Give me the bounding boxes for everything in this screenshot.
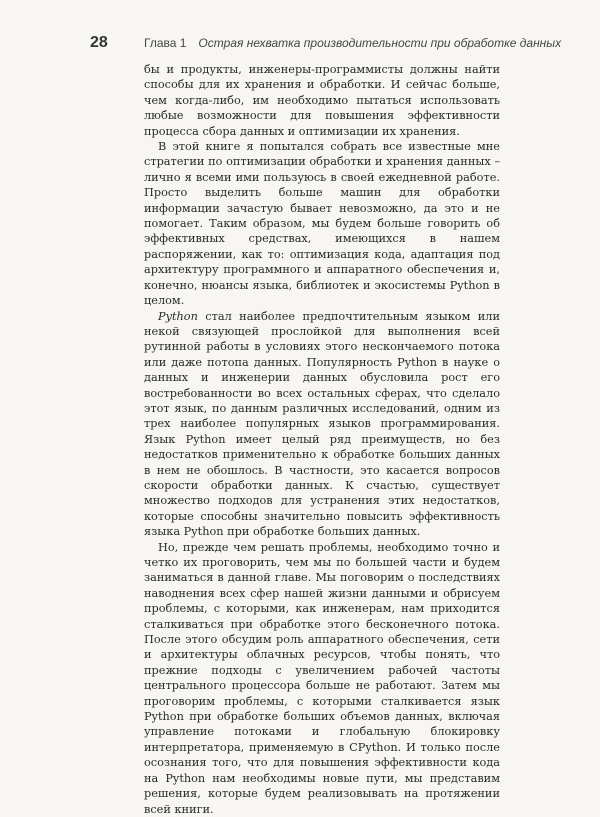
paragraph-text: бы и продукты, инженеры-программисты должны найти способы для их хранения и обработки. И сейчас больше, чем когда-либо, им необходимо пытаться использовать любые возможности для повышения эффективности процесса сбора данных и оптимизации их хранения. [144, 63, 500, 138]
chapter-title: Острая нехватка производительности при обработке данных [198, 36, 562, 50]
body-text [144, 62, 500, 817]
running-header [90, 34, 561, 52]
page-number: 28 [90, 34, 108, 51]
paragraph-text: Но, прежде чем решать проблемы, необходимо точно и четко их проговорить, чем мы по большей части и будем заниматься в данной главе. Мы поговорим о последствиях наводнения всех сфер нашей жизни данными и обрисуем проблемы, с которыми, как инженерам, нам приходится сталкиваться при обработке этого бесконечного потока. После этого обсудим роль аппаратного обеспечения, сети и архитектуры облачных ресурсов, чтобы понять, что прежние подходы с увеличением рабочей частоты центрального процессора больше не работают. Затем мы проговорим проблемы, с которыми сталкивается язык Python при обработке больших объемов данных, включая управление потоками и глобальную блокировку интерпретатора, применяемую в CPython. И только после осознания того, что для повышения эффективности кода на Python нам необходимы новые пути, мы представим решения, которые будем реализовывать на протяжении всей книги. [144, 540, 500, 816]
paragraph-text: стал наиболее предпочтительным языком или некой связующей прослойкой для выполнения всей рутинной работы в условиях этого нескончаемого потока или даже потопа данных. Популярность Python в науке о данных и инженерии данных обусловила рост его востребованности во всех остальных сферах, что сделало этот язык, по данным различных исследований, одним из трех наиболее популярных языков программирования. Язык Python имеет целый ряд преимуществ, но без недостатков применительно к обработке больших данных в нем не обошлось. В частности, это касается вопросов скорости обработки данных. К счастью, существует множество подходов для устранения этих недостатков, которые способны значительно повысить эффективность языка Python при обработке больших данных. [144, 309, 500, 539]
paragraph [144, 139, 500, 308]
paragraph-lead-word: Python [158, 309, 198, 323]
chapter-label: Глава 1 [144, 36, 187, 50]
paragraph-text: В этой книге я попытался собрать все известные мне стратегии по оптимизации обработки и хранения данных – лично я всеми ими пользуюсь в своей ежедневной работе. Просто выделить больше машин для обработки информации зачастую бывает невозможно, да это и не помогает. Таким образом, мы будем больше говорить об эффективных средствах, имеющихся в нашем распоряжении, как то: оптимизация кода, адаптация под архитектуру программного и аппаратного обеспечения и, конечно, нюансы языка, библиотек и экосистемы Python в целом. [144, 140, 500, 308]
paragraph [144, 309, 500, 540]
paragraph [144, 62, 500, 139]
paragraph [144, 540, 500, 817]
